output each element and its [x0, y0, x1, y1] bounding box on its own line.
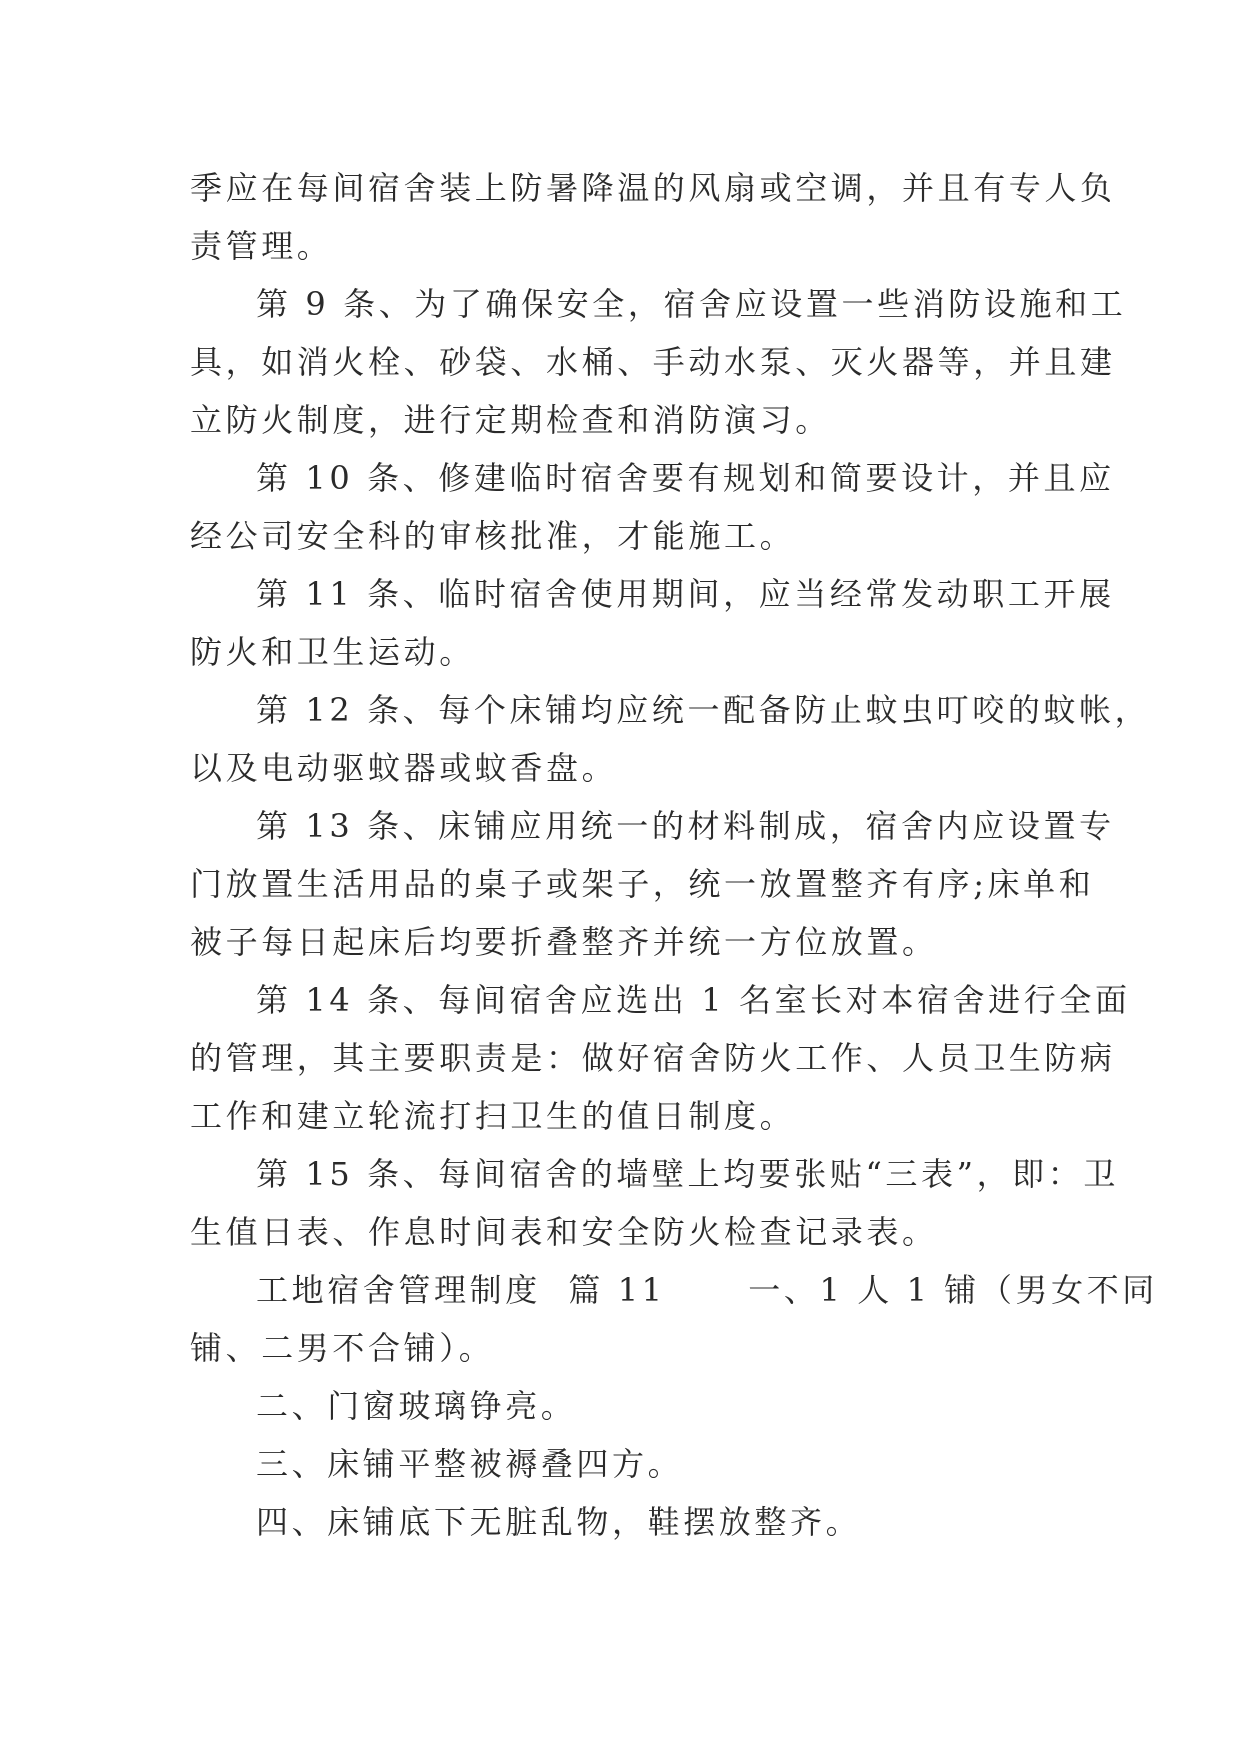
text-line: 工地宿舍管理制度 篇 11 一、1 人 1 铺（男女不同 — [256, 1271, 1158, 1309]
text-line: 三、床铺平整被褥叠四方。 — [256, 1445, 684, 1483]
text-line: 第 11 条、临时宿舍使用期间，应当经常发动职工开展 — [256, 575, 1115, 613]
text-line: 具，如消火栓、砂袋、水桶、手动水泵、灭火器等，并且建 — [190, 343, 1116, 381]
text-line: 责管理。 — [190, 227, 333, 265]
text-line: 第 13 条、床铺应用统一的材料制成，宿舍内应设置专 — [256, 807, 1115, 845]
text-line: 经公司安全科的审核批准，才能施工。 — [190, 517, 796, 555]
text-line: 被子每日起床后均要折叠整齐并统一方位放置。 — [190, 923, 938, 961]
text-line: 第 15 条、每间宿舍的墙壁上均要张贴“三表”，即：卫 — [256, 1155, 1119, 1193]
text-line: 季应在每间宿舍装上防暑降温的风扇或空调，并且有专人负 — [190, 169, 1116, 207]
text-line: 以及电动驱蚊器或蚊香盘。 — [190, 749, 618, 787]
text-line: 立防火制度，进行定期检查和消防演习。 — [190, 401, 831, 439]
text-line: 第 14 条、每间宿舍应选出 1 名室长对本宿舍进行全面 — [256, 981, 1131, 1019]
text-line: 生值日表、作息时间表和安全防火检查记录表。 — [190, 1213, 938, 1251]
text-line: 铺、二男不合铺）。 — [190, 1329, 495, 1367]
text-line: 门放置生活用品的桌子或架子，统一放置整齐有序;床单和 — [190, 865, 1095, 903]
text-line: 的管理，其主要职责是：做好宿舍防火工作、人员卫生防病 — [190, 1039, 1116, 1077]
text-line: 二、门窗玻璃铮亮。 — [256, 1387, 577, 1425]
text-line: 防火和卫生运动。 — [190, 633, 475, 671]
text-line: 第 10 条、修建临时宿舍要有规划和简要设计，并且应 — [256, 459, 1115, 497]
text-line: 第 12 条、每个床铺均应统一配备防止蚊虫叮咬的蚊帐， — [256, 691, 1151, 729]
text-line: 第 9 条、为了确保安全，宿舍应设置一些消防设施和工 — [256, 285, 1127, 323]
text-line: 工作和建立轮流打扫卫生的值日制度。 — [190, 1097, 796, 1135]
text-line: 四、床铺底下无脏乱物，鞋摆放整齐。 — [256, 1503, 862, 1541]
